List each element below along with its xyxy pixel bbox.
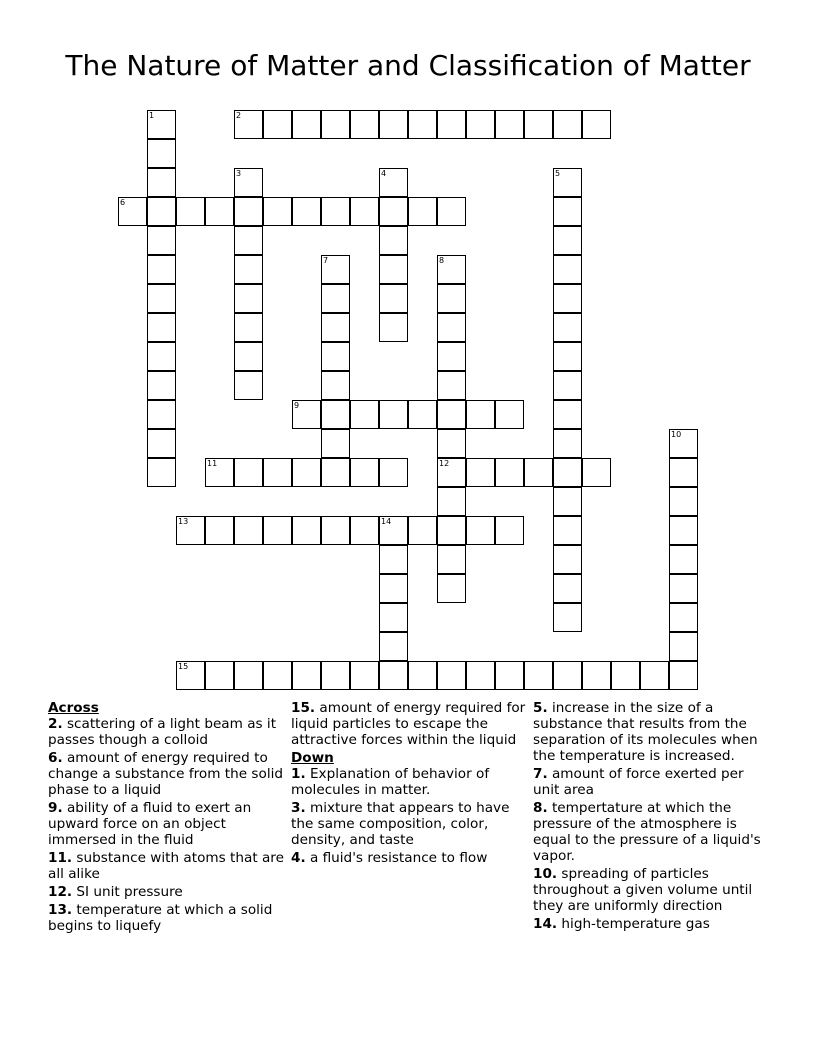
grid-cell[interactable] bbox=[147, 400, 176, 429]
grid-cell[interactable] bbox=[437, 284, 466, 313]
grid-cell[interactable] bbox=[437, 342, 466, 371]
clue-across-9: 9. ability of a fluid to exert an upward force on an object immersed in the fluid bbox=[48, 800, 252, 848]
grid-cell[interactable] bbox=[553, 313, 582, 342]
grid-cell[interactable] bbox=[466, 110, 495, 139]
clue-number: 5 bbox=[555, 169, 561, 178]
grid-cell[interactable] bbox=[292, 197, 321, 226]
grid-cell[interactable] bbox=[437, 458, 466, 487]
grid-cell[interactable] bbox=[553, 197, 582, 226]
grid-cell[interactable] bbox=[669, 487, 698, 516]
grid-cell[interactable] bbox=[669, 545, 698, 574]
grid-cell[interactable] bbox=[553, 110, 582, 139]
grid-cell[interactable] bbox=[611, 661, 640, 690]
clue-number: 13 bbox=[178, 517, 189, 526]
grid-cell[interactable] bbox=[669, 632, 698, 661]
grid-cell[interactable] bbox=[234, 255, 263, 284]
grid-cell[interactable] bbox=[524, 110, 553, 139]
grid-cell[interactable] bbox=[263, 661, 292, 690]
clue-across-2: 2. scattering of a light beam as it passes though a colloid bbox=[48, 716, 277, 748]
grid-cell[interactable] bbox=[321, 429, 350, 458]
clue-number: 3 bbox=[236, 169, 242, 178]
clue-number: 8 bbox=[439, 256, 445, 265]
clue-down-8: 8. tempertature at which the pressure of the atmosphere is equal to the pressure of a liquid's vapor. bbox=[533, 800, 761, 864]
grid-cell[interactable] bbox=[553, 545, 582, 574]
clue-down-14: 14. high-temperature gas bbox=[533, 916, 710, 932]
clue-number: 10 bbox=[671, 430, 682, 439]
grid-cell[interactable] bbox=[669, 574, 698, 603]
grid-cell[interactable] bbox=[234, 661, 263, 690]
grid-cell[interactable] bbox=[350, 661, 379, 690]
clue-down-7: 7. amount of force exerted per unit area bbox=[533, 766, 744, 798]
grid-cell[interactable] bbox=[379, 603, 408, 632]
grid-cell[interactable] bbox=[379, 110, 408, 139]
grid-cell[interactable] bbox=[437, 400, 466, 429]
clues-column-1 bbox=[48, 700, 284, 936]
grid-cell[interactable] bbox=[495, 458, 524, 487]
grid-cell[interactable] bbox=[466, 661, 495, 690]
grid-cell[interactable] bbox=[379, 516, 408, 545]
grid-cell[interactable] bbox=[379, 400, 408, 429]
clue-number: 4 bbox=[381, 169, 387, 178]
grid-cell[interactable] bbox=[350, 400, 379, 429]
grid-cell[interactable] bbox=[466, 400, 495, 429]
grid-cell[interactable] bbox=[379, 197, 408, 226]
grid-cell[interactable] bbox=[379, 574, 408, 603]
grid-cell[interactable] bbox=[437, 516, 466, 545]
grid-cell[interactable] bbox=[669, 661, 698, 690]
grid-cell[interactable] bbox=[408, 516, 437, 545]
grid-cell[interactable] bbox=[553, 371, 582, 400]
grid-cell[interactable] bbox=[437, 661, 466, 690]
grid-cell[interactable] bbox=[553, 255, 582, 284]
grid-cell[interactable] bbox=[553, 603, 582, 632]
down-heading: Down bbox=[291, 750, 334, 766]
puzzle-title: The Nature of Matter and Classification of Matter bbox=[65, 49, 751, 82]
grid-cell[interactable] bbox=[147, 429, 176, 458]
grid-cell[interactable] bbox=[205, 197, 234, 226]
grid-cell[interactable] bbox=[234, 342, 263, 371]
clue-across-15: 15. amount of energy required for liquid particles to escape the attractive forces within the liquid bbox=[291, 700, 526, 748]
grid-cell[interactable] bbox=[147, 168, 176, 197]
grid-cell[interactable] bbox=[553, 342, 582, 371]
grid-cell[interactable] bbox=[379, 226, 408, 255]
grid-cell[interactable] bbox=[263, 197, 292, 226]
clue-across-6: 6. amount of energy required to change a substance from the solid phase to a liquid bbox=[48, 750, 284, 798]
grid-cell[interactable] bbox=[553, 661, 582, 690]
grid-cell[interactable] bbox=[408, 400, 437, 429]
grid-cell[interactable] bbox=[379, 313, 408, 342]
grid-cell[interactable] bbox=[553, 574, 582, 603]
grid-cell[interactable] bbox=[379, 458, 408, 487]
grid-cell[interactable] bbox=[176, 661, 205, 690]
grid-cell[interactable] bbox=[437, 371, 466, 400]
clue-number: 11 bbox=[207, 459, 218, 468]
grid-cell[interactable] bbox=[205, 516, 234, 545]
clue-number: 6 bbox=[120, 198, 126, 207]
grid-cell[interactable] bbox=[234, 197, 263, 226]
grid-cell[interactable] bbox=[118, 197, 147, 226]
grid-cell[interactable] bbox=[147, 284, 176, 313]
grid-cell[interactable] bbox=[582, 458, 611, 487]
grid-cell[interactable] bbox=[350, 516, 379, 545]
grid-cell[interactable] bbox=[495, 400, 524, 429]
grid-cell[interactable] bbox=[582, 661, 611, 690]
grid-cell[interactable] bbox=[553, 429, 582, 458]
clue-number: 2 bbox=[236, 111, 242, 120]
grid-cell[interactable] bbox=[234, 313, 263, 342]
grid-cell[interactable] bbox=[147, 371, 176, 400]
grid-cell[interactable] bbox=[553, 516, 582, 545]
grid-cell[interactable] bbox=[495, 661, 524, 690]
clue-down-5: 5. increase in the size of a substance that results from the separation of its molecules when the temperature is increased. bbox=[533, 700, 758, 764]
grid-cell[interactable] bbox=[437, 313, 466, 342]
grid-cell[interactable] bbox=[321, 110, 350, 139]
grid-cell[interactable] bbox=[321, 342, 350, 371]
grid-cell[interactable] bbox=[147, 255, 176, 284]
clue-down-1: 1. Explanation of behavior of molecules in matter. bbox=[291, 766, 490, 798]
grid-cell[interactable] bbox=[321, 284, 350, 313]
grid-cell[interactable] bbox=[466, 458, 495, 487]
grid-cell[interactable] bbox=[234, 516, 263, 545]
grid-cell[interactable] bbox=[147, 139, 176, 168]
grid-cell[interactable] bbox=[640, 661, 669, 690]
grid-cell[interactable] bbox=[669, 516, 698, 545]
grid-cell[interactable] bbox=[292, 110, 321, 139]
grid-cell[interactable] bbox=[437, 545, 466, 574]
clue-across-11: 11. substance with atoms that are all alike bbox=[48, 850, 284, 882]
grid-cell[interactable] bbox=[669, 458, 698, 487]
grid-cell[interactable] bbox=[321, 197, 350, 226]
grid-cell[interactable] bbox=[495, 110, 524, 139]
grid-cell[interactable] bbox=[263, 110, 292, 139]
grid-cell[interactable] bbox=[292, 400, 321, 429]
grid-cell[interactable] bbox=[147, 197, 176, 226]
clue-down-10: 10. spreading of particles throughout a given volume until they are uniformly direction bbox=[533, 866, 753, 914]
grid-cell[interactable] bbox=[147, 458, 176, 487]
grid-cell[interactable] bbox=[234, 458, 263, 487]
grid-cell[interactable] bbox=[379, 168, 408, 197]
grid-cell[interactable] bbox=[321, 371, 350, 400]
grid-cell[interactable] bbox=[669, 429, 698, 458]
grid-cell[interactable] bbox=[408, 110, 437, 139]
grid-cell[interactable] bbox=[147, 110, 176, 139]
grid-cell[interactable] bbox=[524, 458, 553, 487]
grid-cell[interactable] bbox=[234, 226, 263, 255]
clues-column-3 bbox=[533, 700, 773, 934]
grid-cell[interactable] bbox=[408, 197, 437, 226]
grid-cell[interactable] bbox=[437, 487, 466, 516]
grid-cell[interactable] bbox=[205, 458, 234, 487]
grid-cell[interactable] bbox=[553, 284, 582, 313]
grid-cell[interactable] bbox=[234, 110, 263, 139]
grid-cell[interactable] bbox=[437, 255, 466, 284]
grid-cell[interactable] bbox=[379, 632, 408, 661]
across-heading: Across bbox=[48, 700, 99, 716]
grid-cell[interactable] bbox=[176, 197, 205, 226]
clue-across-13: 13. temperature at which a solid begins to liquefy bbox=[48, 902, 273, 934]
grid-cell[interactable] bbox=[234, 168, 263, 197]
clue-number: 15 bbox=[178, 662, 189, 671]
grid-cell[interactable] bbox=[379, 545, 408, 574]
grid-cell[interactable] bbox=[321, 313, 350, 342]
grid-cell[interactable] bbox=[466, 516, 495, 545]
clue-number: 12 bbox=[439, 459, 450, 468]
grid-cell[interactable] bbox=[553, 168, 582, 197]
grid-cell[interactable] bbox=[437, 574, 466, 603]
grid-cell[interactable] bbox=[582, 110, 611, 139]
clue-number: 9 bbox=[294, 401, 300, 410]
clue-number: 7 bbox=[323, 256, 329, 265]
grid-cell[interactable] bbox=[292, 661, 321, 690]
grid-cell[interactable] bbox=[669, 603, 698, 632]
grid-cell[interactable] bbox=[553, 487, 582, 516]
grid-cell[interactable] bbox=[234, 284, 263, 313]
grid-cell[interactable] bbox=[234, 371, 263, 400]
grid-cell[interactable] bbox=[524, 661, 553, 690]
grid-cell[interactable] bbox=[321, 400, 350, 429]
clue-across-12: 12. SI unit pressure bbox=[48, 884, 183, 900]
clue-down-3: 3. mixture that appears to have the same composition, color, density, and taste bbox=[291, 800, 510, 848]
grid-cell[interactable] bbox=[205, 661, 234, 690]
grid-cell[interactable] bbox=[495, 516, 524, 545]
grid-cell[interactable] bbox=[147, 226, 176, 255]
grid-cell[interactable] bbox=[408, 661, 437, 690]
grid-cell[interactable] bbox=[379, 284, 408, 313]
grid-cell[interactable] bbox=[263, 516, 292, 545]
clue-number: 1 bbox=[149, 111, 155, 120]
grid-cell[interactable] bbox=[437, 110, 466, 139]
clues-column-2 bbox=[291, 700, 526, 868]
grid-cell[interactable] bbox=[147, 342, 176, 371]
grid-cell[interactable] bbox=[379, 255, 408, 284]
grid-cell[interactable] bbox=[553, 458, 582, 487]
clue-number: 14 bbox=[381, 517, 392, 526]
grid-cell[interactable] bbox=[437, 429, 466, 458]
grid-cell[interactable] bbox=[350, 110, 379, 139]
grid-cell[interactable] bbox=[437, 197, 466, 226]
clue-down-4: 4. a fluid's resistance to flow bbox=[291, 850, 488, 866]
grid-cell[interactable] bbox=[321, 516, 350, 545]
grid-cell[interactable] bbox=[350, 197, 379, 226]
grid-cell[interactable] bbox=[321, 255, 350, 284]
grid-cell[interactable] bbox=[176, 516, 205, 545]
grid-cell[interactable] bbox=[553, 400, 582, 429]
grid-cell[interactable] bbox=[292, 516, 321, 545]
grid-cell[interactable] bbox=[321, 458, 350, 487]
grid-cell[interactable] bbox=[379, 661, 408, 690]
grid-cell[interactable] bbox=[350, 458, 379, 487]
grid-cell[interactable] bbox=[553, 226, 582, 255]
grid-cell[interactable] bbox=[263, 458, 292, 487]
grid-cell[interactable] bbox=[147, 313, 176, 342]
grid-cell[interactable] bbox=[292, 458, 321, 487]
grid-cell[interactable] bbox=[321, 661, 350, 690]
